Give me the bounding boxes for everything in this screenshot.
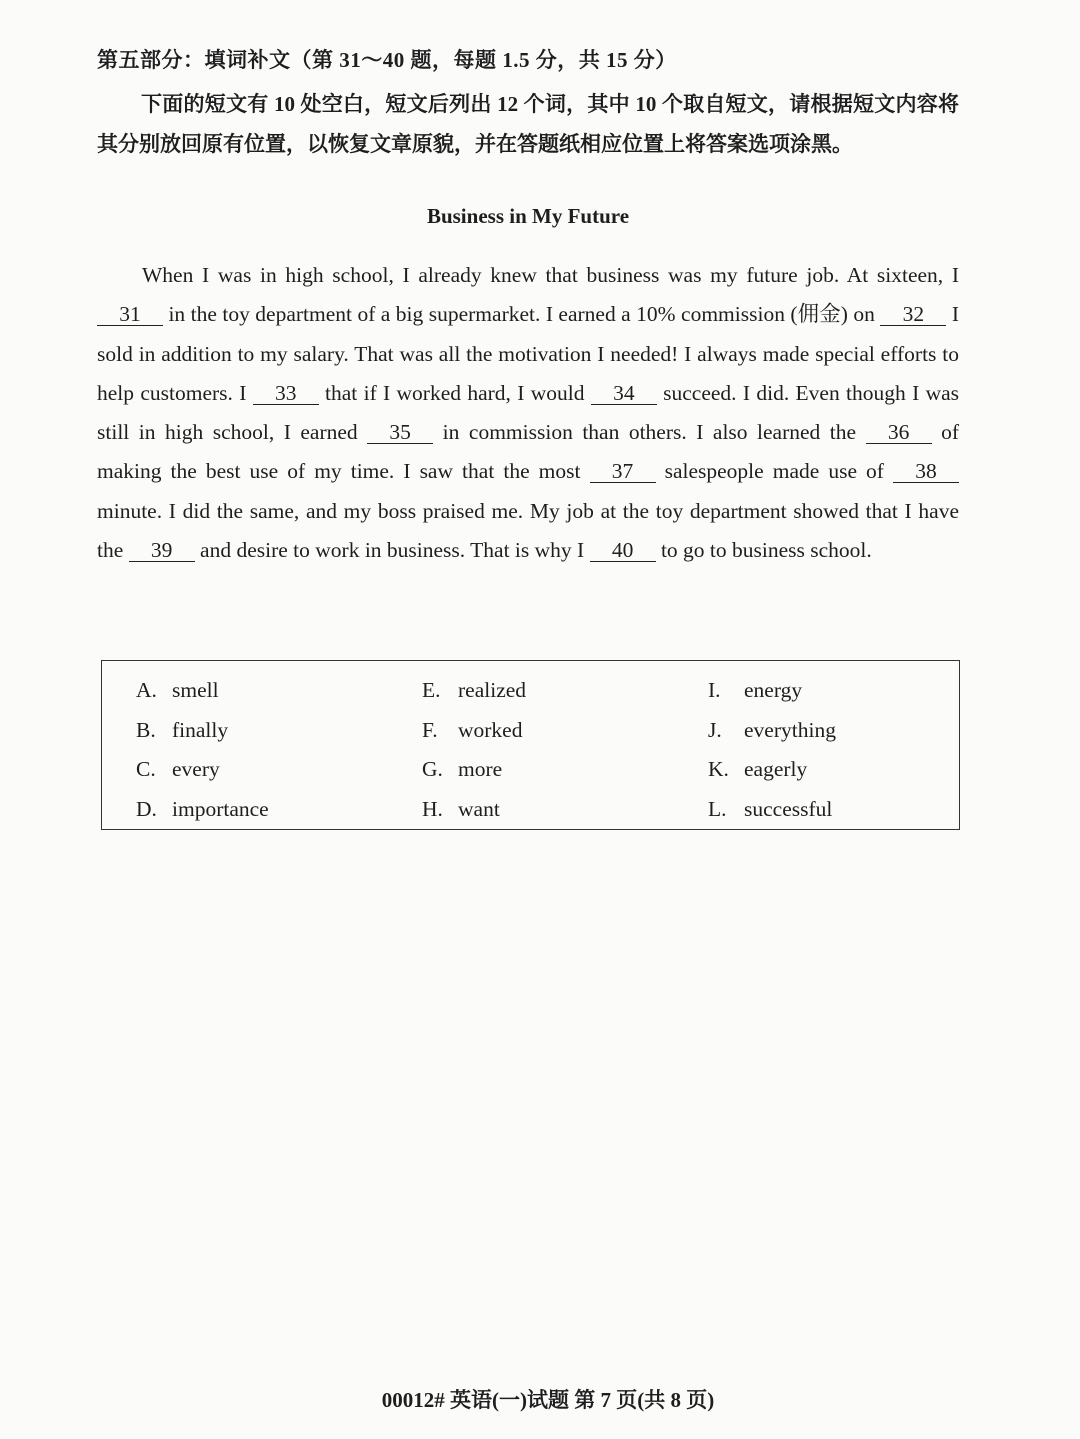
option-letter: F. — [422, 717, 438, 742]
passage-segment: in commission than others. I also learned the — [433, 420, 866, 445]
passage-segment: minute. I did the same, and my boss praised me. My job at the toy department showed that I have the — [97, 498, 959, 563]
option-letter: E. — [422, 678, 441, 703]
passage-segment: that if I worked hard, I would — [318, 380, 591, 405]
passage-segment: I sold in addition to my salary. That was all the motivation I needed! I always made special efforts to help customers. I — [97, 302, 959, 405]
option-letter: H. — [422, 796, 443, 821]
option-a — [136, 671, 422, 711]
page-footer: 00012# 英语(一)试题 第 7 页(共 8 页) — [381, 1388, 715, 1412]
option-k — [708, 750, 948, 790]
blank-31: 31 — [97, 303, 163, 326]
blank-40: 40 — [590, 539, 656, 562]
blank-37: 37 — [590, 460, 656, 483]
option-letter: K. — [708, 757, 729, 782]
option-f — [422, 711, 708, 751]
blank-34: 34 — [591, 382, 657, 405]
passage-segment: succeed. I did. Even though I was still in high school, I earned — [97, 380, 960, 445]
option-word: want — [458, 796, 500, 821]
option-word: energy — [744, 678, 803, 703]
option-h — [422, 790, 708, 830]
option-letter: I. — [708, 678, 721, 703]
option-e — [422, 671, 708, 711]
option-letter: A. — [136, 678, 157, 703]
option-g — [422, 750, 708, 790]
blank-39: 39 — [129, 539, 195, 562]
option-word: successful — [744, 796, 833, 821]
option-b — [136, 711, 422, 751]
option-letter: D. — [136, 796, 157, 821]
option-letter: L. — [708, 796, 727, 821]
option-word: more — [458, 757, 503, 782]
option-word: everything — [744, 717, 836, 742]
option-letter: G. — [422, 757, 443, 782]
passage-title: Business in My Future — [426, 204, 630, 228]
word-options-box — [101, 660, 960, 830]
option-word: finally — [172, 717, 229, 742]
option-d — [136, 790, 422, 830]
word-options-grid — [136, 671, 948, 829]
option-c — [136, 750, 422, 790]
option-letter: C. — [136, 757, 156, 782]
passage-segment: and desire to work in business. That is why I — [194, 538, 590, 563]
blank-35: 35 — [367, 421, 433, 444]
option-word: worked — [458, 717, 523, 742]
option-letter: J. — [708, 717, 722, 742]
section-instructions: 下面的短文有 10 处空白，短文后列出 12 个词，其中 10 个取自短文，请根据短文内容将其分别放回原有位置，以恢复文章原貌，并在答题纸相应位置上将答案选项涂黑。 — [97, 92, 959, 156]
passage-segment: of making the best use of my time. I saw that the most — [97, 420, 959, 484]
option-i — [708, 671, 948, 711]
option-l — [708, 790, 948, 830]
passage-segment: salespeople made use of — [655, 459, 894, 484]
section-title: 第五部分：填词补文（第 31～40 题，每题 1.5 分，共 15 分） — [97, 48, 677, 72]
option-letter: B. — [136, 717, 156, 742]
option-word: eagerly — [744, 757, 808, 782]
blank-33: 33 — [253, 382, 319, 405]
blank-36: 36 — [866, 421, 932, 444]
blank-38: 38 — [893, 460, 959, 483]
option-word: smell — [172, 678, 219, 703]
option-j — [708, 711, 948, 751]
passage-segment: When I was in high school, I already knew that business was my future job. At sixteen, I — [142, 263, 959, 287]
passage-body — [97, 256, 959, 570]
option-word: realized — [458, 678, 527, 703]
blank-32: 32 — [880, 303, 946, 326]
option-word: every — [172, 757, 220, 782]
passage-segment: in the toy department of a big supermarket. I earned a 10% commission (佣金) on — [163, 302, 881, 327]
option-word: importance — [172, 796, 269, 821]
passage-segment: to go to business school. — [655, 538, 872, 563]
